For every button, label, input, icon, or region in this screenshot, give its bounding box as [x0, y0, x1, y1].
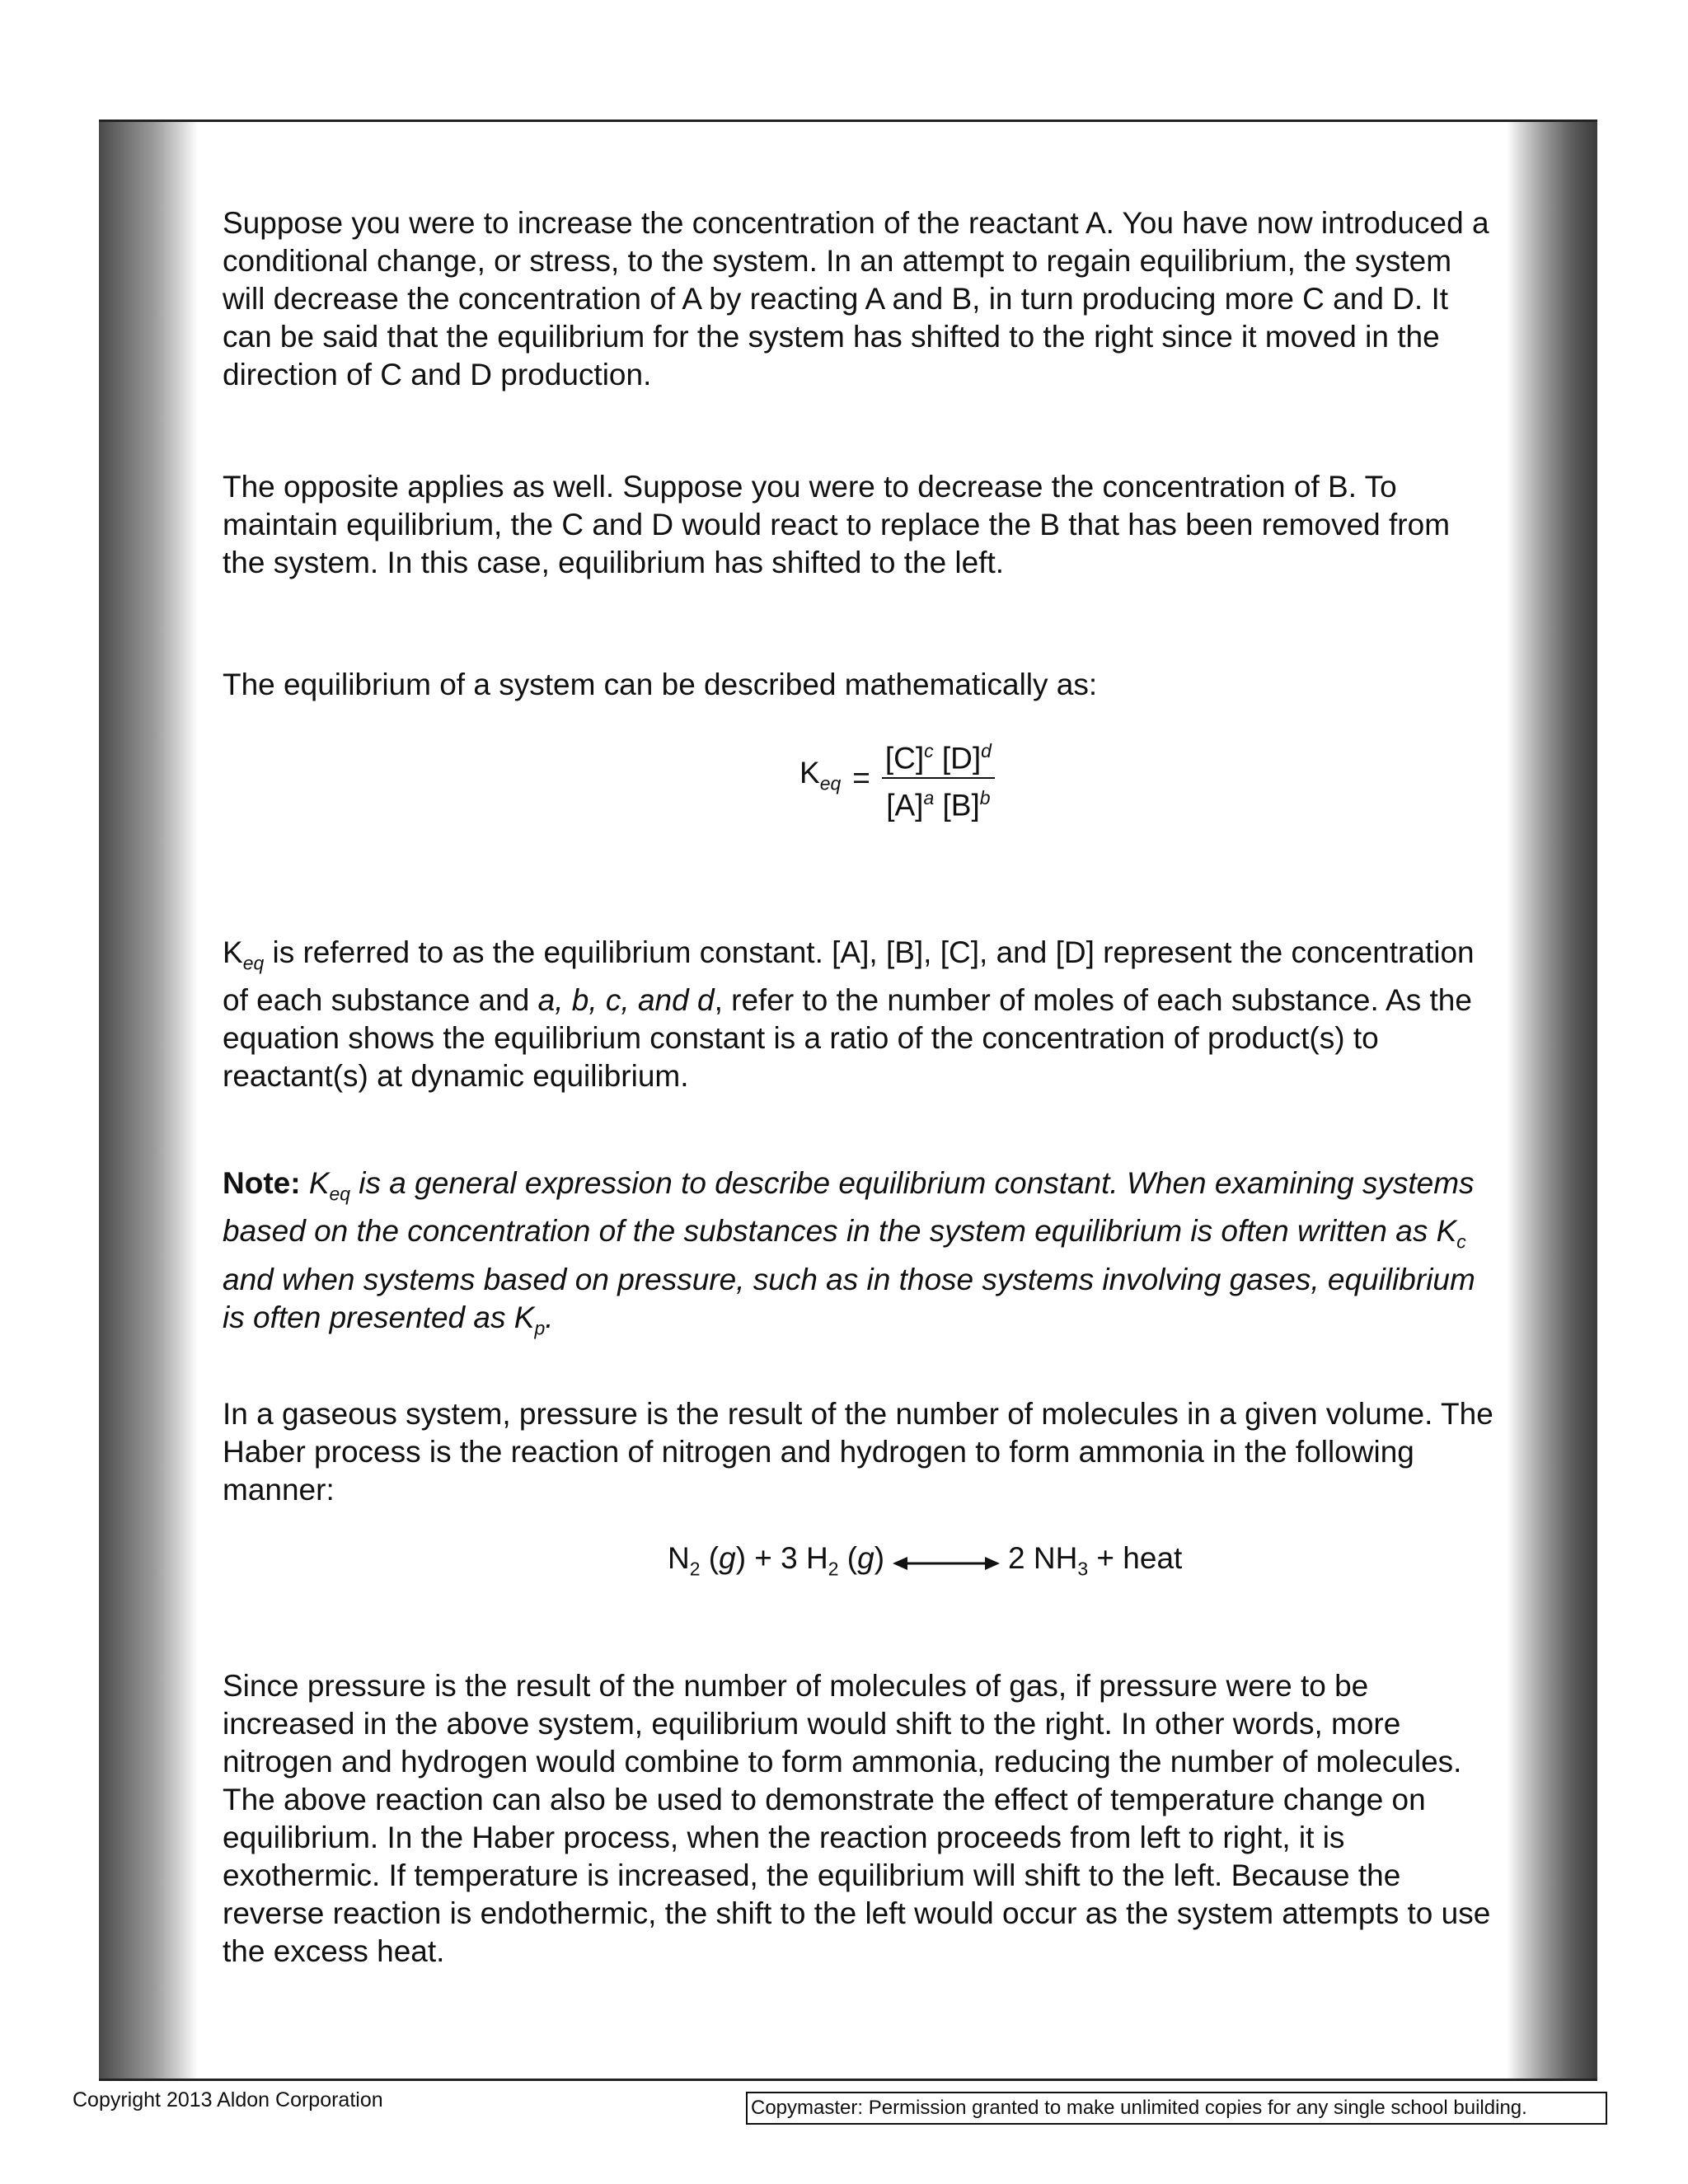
formula-equals: = [852, 761, 870, 795]
formula-numerator: $[C]^c$ $[D]^d$ [882, 732, 995, 779]
products: 2 $NH_3$ + heat [1008, 1541, 1183, 1580]
scan-shadow-left [99, 122, 198, 2079]
copyright-notice: Copyright 2013 Aldon Corporation [73, 2088, 383, 2111]
note-label: Note: [223, 1166, 301, 1200]
equilibrium-constant-formula [799, 732, 995, 825]
paragraph-decrease-concentration: The opposite applies as well. Suppose you were to decrease the concentration of B. To maintain equilibrium, the C and D would react to replace the B that has been removed from the system. In this case, equilibrium has shifted to the left. [223, 470, 1451, 579]
paragraph-pressure-temperature: Since pressure is the result of the number of molecules of gas, if pressure were to be increased in the above system, equilibrium would shift to the right. In other words, more nitrogen and hydrogen would combine to form ammonia, reducing the number of molecules. The above reaction can also be used to demonstrate the effect of temperature change on equilibrium. In the Haber process, when the reaction proceeds from left to right, it is exothermic. If temperature is increased, the equilibrium will shift to the left. Because the reverse reaction is endothermic, the shift to the left would occur as the system attempts to use the excess heat. [223, 1669, 1491, 1968]
page-frame [99, 120, 1597, 2081]
paragraph-keq-definition: $K_{eq}$ is referred to as the equilibrium constant. [A], [B], [C], and [D] represent the concentration of each substance and a, b, c, and d, refer to the number of moles of each substance. As the equation shows the equilibrium constant is a ratio of the concentration of product(s) to reactant(s) at dynamic equilibrium. [223, 935, 1475, 1094]
double-arrow-icon [893, 1554, 1000, 1573]
scan-shadow-right [1507, 122, 1597, 2079]
formula-fraction [882, 732, 995, 825]
haber-reaction-equation [668, 1540, 1182, 1587]
paragraph-gaseous-system: In a gaseous system, pressure is the result of the number of molecules in a given volume. The Haber process is the reaction of nitrogen and hydrogen to form ammonia in the following manner: [223, 1397, 1493, 1507]
copymaster-permission: Copymaster: Permission granted to make unlimited copies for any single school building. [746, 2092, 1607, 2125]
paragraph-equilibrium-intro: The equilibrium of a system can be described mathematically as: [223, 668, 1098, 701]
paragraph-increase-concentration: Suppose you were to increase the concentration of the reactant A. You have now introduced a conditional change, or stress, to the system. In an attempt to regain equilibrium, the system will decrease the concentration of A by reacting A and B, in turn producing more C and D. It can be said that the equilibrium for the system has shifted to the right since it moved in the direction of C and D production. [223, 206, 1489, 391]
note-paragraph: Note: $K_{eq}$ is a general expression to describe equilibrium constant. When examining systems based on the concentration of the substances in the system equilibrium is often written as $K_c$ and when systems based on pressure, such as in those systems involving gases, equilibrium is often presented as $K_p$. [223, 1166, 1475, 1339]
formula-lhs: $K_{eq}$ [799, 756, 842, 794]
formula-denominator: $[A]^a$ $[B]^b$ [886, 787, 991, 823]
reactants: $N_2$ (g) + 3 $H_2$ (g) [668, 1541, 885, 1580]
